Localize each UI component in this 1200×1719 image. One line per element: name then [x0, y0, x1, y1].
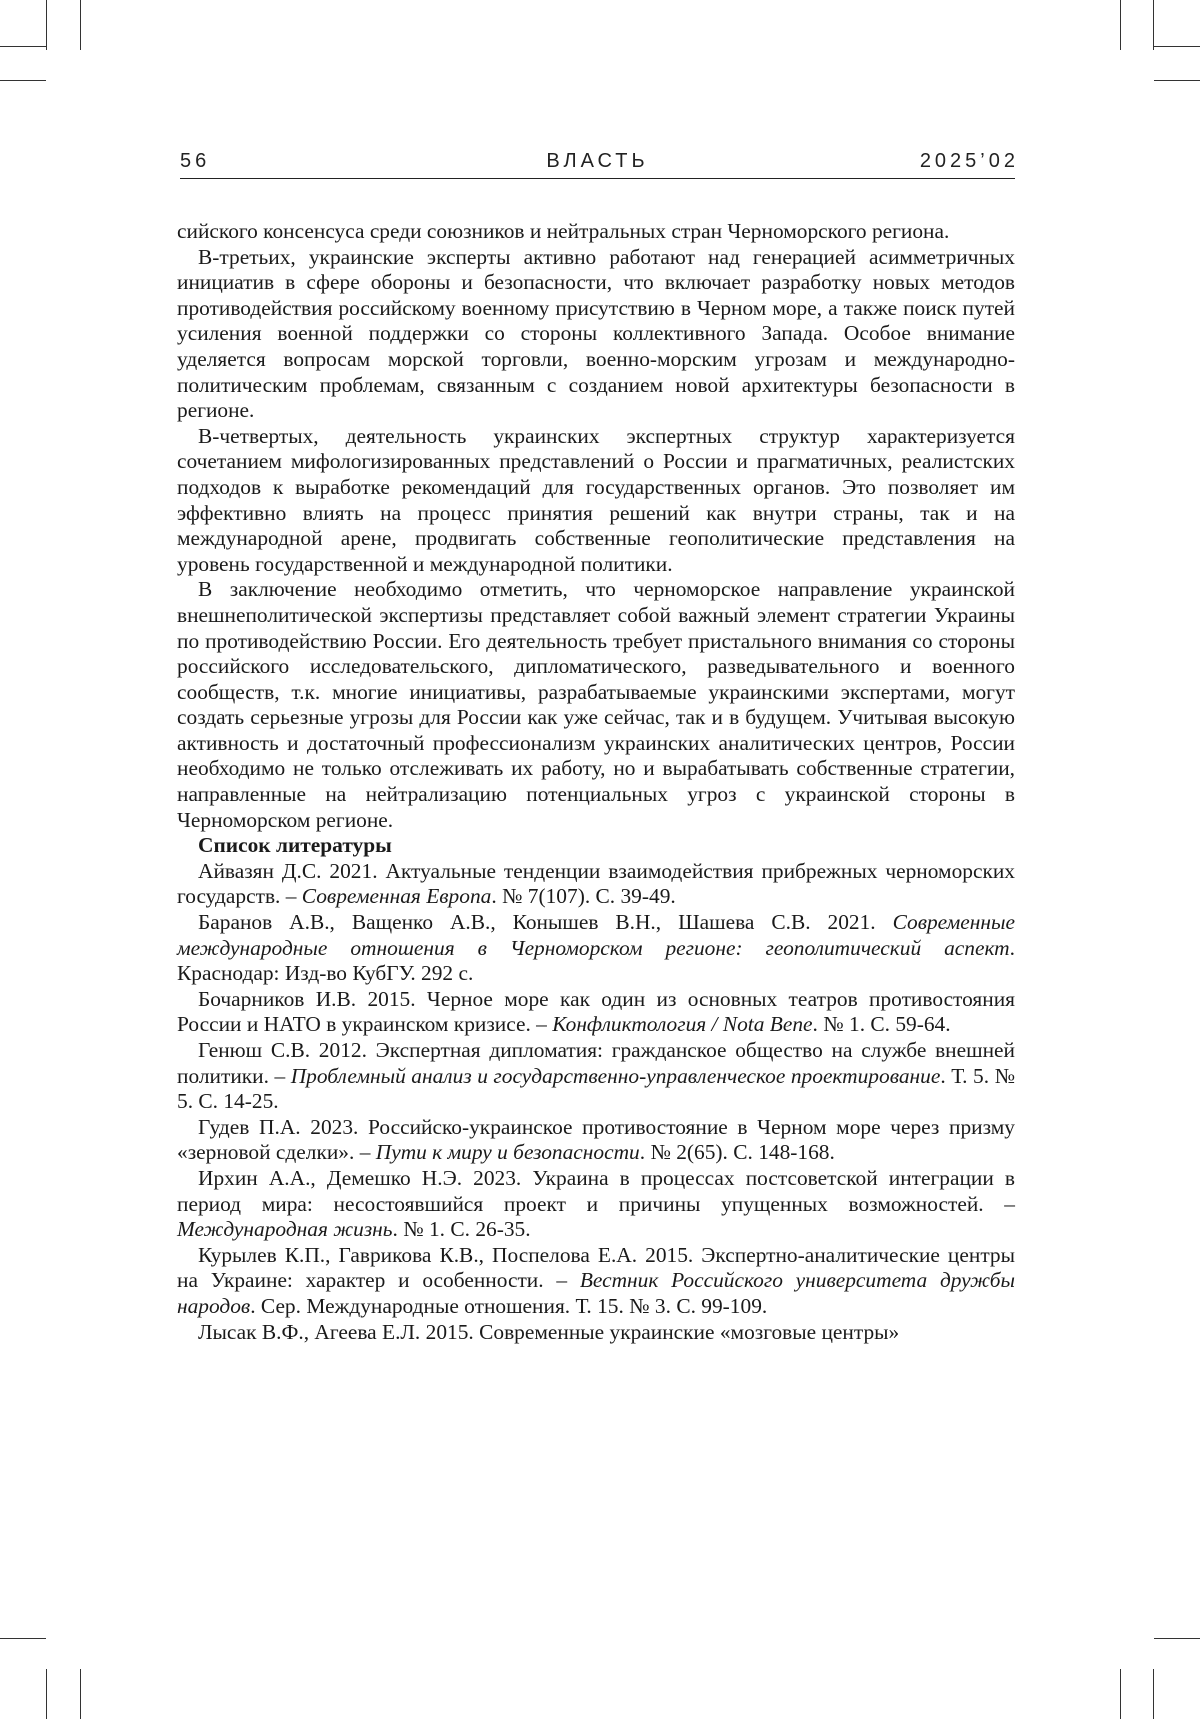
reference-entry: Генюш С.В. 2012. Экспертная дипломатия: гражданское общество на службе внешней политики. – Проблемный анализ и государственно-управленческое проектирование. Т. 5. № 5. С. 14-25.	[177, 1038, 1015, 1114]
crop-mark	[46, 0, 47, 50]
crop-mark	[1154, 46, 1200, 47]
body-paragraph: В заключение необходимо отметить, что черноморское направление украинской внешнеполитической экспертизы представляет собой важный элемент стратегии Украины по противодействию России. Его деятельность требует пристального внимания со стороны российского исследовательского, дипломатического, разведывательного и военного сообществ, т.к. многие инициативы, разрабатываемые украинскими экспертами, могут создать серьезные угрозы для России как уже сейчас, так и в будущем. Учитывая высокую активность и достаточный профессионализм украинских аналитических центров, России необходимо не только отслеживать их работу, но и вырабатывать собственные стратегии, направленные на нейтрализацию потенциальных угроз с украинской стороны в Черноморском регионе.	[177, 577, 1015, 832]
crop-mark	[0, 80, 46, 81]
crop-mark	[80, 1669, 81, 1719]
crop-mark	[0, 1638, 46, 1639]
body-paragraph: В-третьих, украинские эксперты активно работают над генерацией асимметричных инициатив в сфере обороны и безопасности, что включает разработку новых методов противодействия российскому военному присутствию в Черном море, а также поиск путей усиления военной поддержки со стороны коллективного Запада. Особое внимание уделяется вопросам морской торговли, военно-морским угрозам и международно-политическим проблемам, связанным с созданием новой архитектуры безопасности в регионе.	[177, 244, 1015, 423]
crop-mark	[1120, 1669, 1121, 1719]
reference-entry: Ирхин А.А., Демешко Н.Э. 2023. Украина в процессах постсоветской интеграции в период мира: несостоявшийся проект и причины упущенных возможностей. – Международная жизнь. № 1. С. 26-35.	[177, 1165, 1015, 1242]
reference-entry: Баранов А.В., Ващенко А.В., Конышев В.Н., Шашева С.В. 2021. Современные международные отношения в Черноморском регионе: геополитический аспект. Краснодар: Изд-во КубГУ. 292 с.	[177, 910, 1015, 986]
crop-mark	[1154, 1638, 1200, 1639]
crop-mark	[1153, 1669, 1154, 1719]
issue-number: 2025’02	[919, 150, 1019, 172]
article-body	[177, 219, 1015, 1345]
crop-mark	[80, 0, 81, 50]
reference-entry: Курылев К.П., Гаврикова К.В., Поспелова Е.А. 2015. Экспертно-аналитические центры на Украине: характер и особенности. – Вестник Российского университета дружбы народов. Сер. Международные отношения. Т. 15. № 3. С. 99-109.	[177, 1242, 1016, 1318]
references-heading: Список литературы	[198, 833, 392, 858]
crop-mark	[46, 1669, 47, 1719]
journal-title: ВЛАСТЬ	[546, 150, 649, 172]
reference-entry: Лысак В.Ф., Агеева Е.Л. 2015. Современные украинские «мозговые центры»	[198, 1319, 900, 1344]
crop-mark	[0, 46, 46, 47]
body-paragraph: В-четвертых, деятельность украинских экспертных структур характеризуется сочетанием мифологизированных представлений о России и прагматичных, реалистских подходов к выработке рекомендаций для государственных органов. Это позволяет им эффективно влиять на процесс принятия решений как внутри страны, так и на международной арене, продвигать собственные геополитические представления на уровень государственной и международной политики.	[177, 423, 1015, 576]
reference-entry: Айвазян Д.С. 2021. Актуальные тенденции взаимодействия прибрежных черноморских государств. – Современная Европа. № 7(107). С. 39-49.	[177, 858, 1015, 909]
crop-mark	[1154, 80, 1200, 81]
reference-entry: Бочарников И.В. 2015. Черное море как один из основных театров противостояния России и НАТО в украинском кризисе. – Конфликтология / Nota Bene. № 1. С. 59-64.	[177, 986, 1015, 1037]
reference-entry: Гудев П.А. 2023. Российско-украинское противостояние в Черном море через призму «зерновой сделки». – Пути к миру и безопасности. № 2(65). С. 148-168.	[177, 1114, 1015, 1165]
reference-list	[177, 859, 1015, 1345]
page-number: 56	[180, 150, 211, 172]
crop-mark	[1153, 0, 1154, 50]
running-header	[180, 148, 1019, 179]
crop-mark	[1120, 0, 1121, 50]
body-paragraph: сийского консенсуса среди союзников и нейтральных стран Черноморского региона.	[177, 219, 950, 243]
